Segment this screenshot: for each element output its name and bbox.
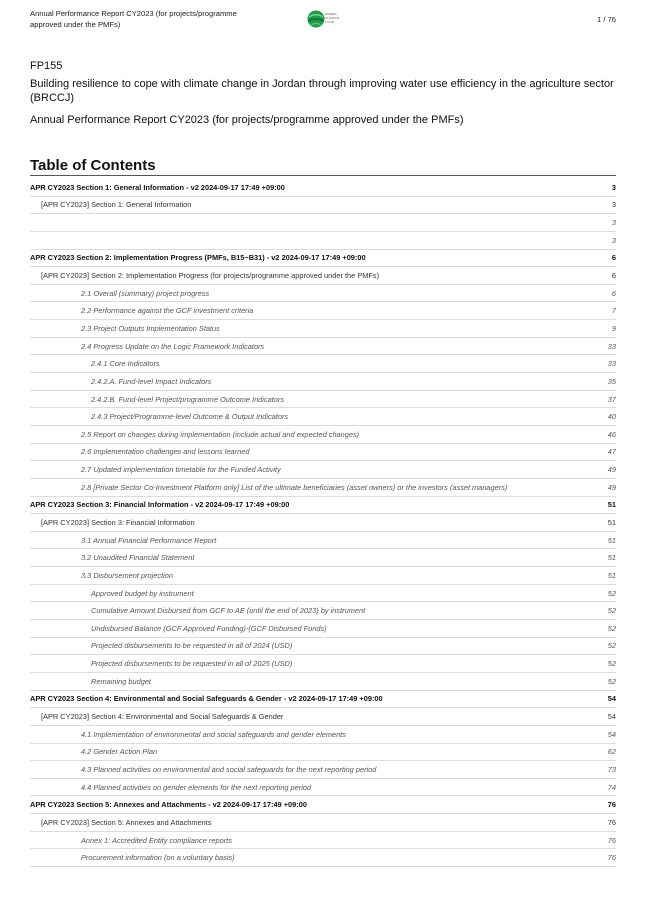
globe-icon (307, 9, 325, 29)
toc-entry-title: 2.6 Implementation challenges and lessons learned (81, 447, 250, 457)
toc-entry[interactable] (30, 602, 616, 620)
toc-entry-page: 54 (607, 694, 616, 704)
toc-entry[interactable] (30, 761, 616, 779)
toc-entry[interactable] (30, 373, 616, 391)
toc-heading: Table of Contents (30, 157, 616, 176)
toc-entry-page: 3 (611, 182, 616, 192)
toc-entry-page: 54 (607, 729, 616, 739)
toc-entry-title: 3.2 Unaudited Financial Statement (81, 553, 195, 563)
toc-entry-page: 33 (607, 359, 616, 369)
toc-entry[interactable] (30, 267, 616, 285)
toc-entry-page: 51 (607, 535, 616, 545)
toc-entry[interactable] (30, 549, 616, 567)
toc-entry-title: APR CY2023 Section 5: Annexes and Attachments - v2 2024-09-17 17:49 +09:00 (30, 800, 307, 810)
project-name: Building resilience to cope with climate change in Jordan through improving water use efficiency in the agriculture sector (BRCCJ) (30, 78, 614, 104)
toc-entry-page: 51 (607, 570, 616, 580)
toc-entry-section-2[interactable] (30, 250, 616, 268)
toc-entry[interactable] (30, 638, 616, 656)
toc-entry-title: 2.5 Report on changes during implementation (include actual and expected changes) (81, 429, 360, 439)
toc-entry[interactable] (30, 620, 616, 638)
toc-entry-page: 76 (607, 835, 616, 845)
toc-entry[interactable] (30, 214, 616, 232)
toc-entry-title: 2.4.1 Core Indicators (91, 359, 160, 369)
toc-entry-title: Remaining budget (91, 676, 151, 686)
toc-entry[interactable] (30, 726, 616, 744)
toc-entry[interactable] (30, 408, 616, 426)
toc-entry[interactable] (30, 302, 616, 320)
report-title: Annual Performance Report CY2023 (for projects/programme approved under the PMFs) (30, 114, 464, 126)
toc-entry[interactable] (30, 232, 616, 250)
toc-entry[interactable] (30, 338, 616, 356)
toc-entry-title: 4.1 Implementation of environmental and social safeguards and gender elements (81, 729, 346, 739)
toc-entry-page: 76 (607, 800, 616, 810)
toc-entry[interactable] (30, 320, 616, 338)
page-number: 1 / 76 (597, 15, 616, 24)
toc-entry-title: [APR CY2023] Section 2: Implementation Progress (for projects/programme approved under the PMFs) (41, 271, 380, 281)
toc-entry-title: Projected disbursements to be requested in all of 2024 (USD) (91, 641, 293, 651)
toc-entry-page: 52 (607, 659, 616, 669)
toc-entry-page: 52 (607, 641, 616, 651)
toc-entry[interactable] (30, 673, 616, 691)
toc-entry-page: 52 (607, 588, 616, 598)
toc-entry-title: 2.4.2.B. Fund-level Project/programme Outcome Indicators (91, 394, 285, 404)
toc-entry-title: Undisbursed Balance (GCF Approved Funding)-(GCF Disbursed Funds) (91, 623, 327, 633)
toc-entry[interactable] (30, 391, 616, 409)
project-id: FP155 (30, 60, 63, 72)
toc-entry[interactable] (30, 285, 616, 303)
toc-entry-title: [APR CY2023] Section 5: Annexes and Attachments (41, 817, 212, 827)
toc-entry-title: 2.1 Overall (summary) project progress (81, 288, 210, 298)
toc-entry-title: Projected disbursements to be requested in all of 2025 (USD) (91, 659, 293, 669)
toc-entry-title: 2.4.3 Project/Programme-level Outcome & Output Indicators (91, 412, 289, 422)
toc-entry-page: 6 (611, 288, 616, 298)
toc-entry-page: 35 (607, 376, 616, 386)
toc-entry-page: 54 (607, 712, 616, 722)
toc-entry-title: APR CY2023 Section 1: General Information - v2 2024-09-17 17:49 +09:00 (30, 182, 285, 192)
toc-entry-page: 52 (607, 623, 616, 633)
toc-entry-title: 2.4 Progress Update on the Logic Framework Indicators (81, 341, 265, 351)
toc-entry-section-4[interactable] (30, 691, 616, 709)
toc-entry[interactable] (30, 849, 616, 867)
toc-entry-title: 2.4.2.A. Fund-level Impact Indicators (91, 376, 212, 386)
toc-entry-page: 49 (607, 465, 616, 475)
toc-entry[interactable] (30, 197, 616, 215)
toc-entry[interactable] (30, 708, 616, 726)
toc-entry-page: 6 (611, 253, 616, 263)
toc-entry-title: 3.3 Disbursement projection (81, 570, 174, 580)
toc-entry-page: 3 (611, 200, 616, 210)
toc-entry-page: 33 (607, 341, 616, 351)
toc-entry[interactable] (30, 744, 616, 762)
toc-entry-page: 74 (607, 782, 616, 792)
toc-entry-page: 51 (607, 517, 616, 527)
toc-entry-title: Annex 1: Accredited Entity compliance reports (81, 835, 232, 845)
toc-entry-title: 4.2 Gender Action Plan (81, 747, 158, 757)
toc-entry[interactable] (30, 832, 616, 850)
toc-entry-page: 9 (611, 323, 616, 333)
toc-entry-page: 76 (607, 853, 616, 863)
toc-entry[interactable] (30, 655, 616, 673)
gcf-logo (307, 9, 347, 29)
toc-entry-page: 76 (607, 817, 616, 827)
toc-entry-title: 2.8 [Private Sector Co-Investment Platform only] List of the ultimate beneficiaries (asset owners) or the investors (asset managers) (81, 482, 508, 492)
toc-entry-page: 47 (607, 447, 616, 457)
toc-entry-page: 51 (607, 553, 616, 563)
logo-wordmark: GREEN CLIMATE FUND (325, 12, 340, 24)
toc-entry-page: 73 (607, 764, 616, 774)
toc-entry-page: 62 (607, 747, 616, 757)
toc-entry-title: 2.7 Updated implementation timetable for the Funded Activity (81, 465, 281, 475)
toc-entry[interactable] (30, 814, 616, 832)
toc-entry-title: 4.3 Planned activities on environmental and social safeguards for the next reporting period (81, 764, 377, 774)
toc-entry-page: 7 (611, 306, 616, 316)
toc-entry-page: 52 (607, 676, 616, 686)
toc-entry-page: 6 (611, 271, 616, 281)
toc-entry-title: [APR CY2023] Section 1: General Information (41, 200, 192, 210)
toc-entry-page: 40 (607, 412, 616, 422)
toc-entry-title: Approved budget by instrument (91, 588, 194, 598)
toc-entry-page: 3 (611, 218, 616, 228)
toc-entry-section-3[interactable] (30, 497, 616, 515)
toc-entry[interactable] (30, 779, 616, 797)
toc-entry[interactable] (30, 585, 616, 603)
toc-entry[interactable] (30, 514, 616, 532)
toc-entry-title: APR CY2023 Section 3: Financial Information - v2 2024-09-17 17:49 +09:00 (30, 500, 290, 510)
toc-entry-title: 4.4 Planned activities on gender elements for the next reporting period (81, 782, 312, 792)
table-of-contents (30, 179, 616, 867)
toc-entry-section-1[interactable] (30, 179, 616, 197)
toc-entry-page: 3 (611, 235, 616, 245)
toc-entry-title: [APR CY2023] Section 3: Financial Information (41, 517, 195, 527)
toc-entry-title: 2.3 Project Outputs Implementation Status (81, 323, 220, 333)
toc-entry-section-5[interactable] (30, 796, 616, 814)
toc-entry-title: 3.1 Annual Financial Performance Report (81, 535, 217, 545)
toc-entry[interactable] (30, 532, 616, 550)
toc-entry[interactable] (30, 461, 616, 479)
toc-entry[interactable] (30, 355, 616, 373)
toc-entry-page: 46 (607, 429, 616, 439)
toc-entry-title: Procurement information (on a voluntary basis) (81, 853, 235, 863)
toc-entry-page: 52 (607, 606, 616, 616)
toc-entry-title: [APR CY2023] Section 4: Environmental and Social Safeguards & Gender (41, 712, 284, 722)
toc-entry[interactable] (30, 444, 616, 462)
header-doc-title: Annual Performance Report CY2023 (for projects/programme approved under the PMFs) (30, 9, 237, 29)
toc-entry-title: APR CY2023 Section 2: Implementation Progress (PMFs, B15~B31) - v2 2024-09-17 17:49 +09:00 (30, 253, 366, 263)
toc-entry[interactable] (30, 426, 616, 444)
toc-entry-page: 49 (607, 482, 616, 492)
toc-entry[interactable] (30, 479, 616, 497)
page-header (0, 0, 646, 40)
toc-entry[interactable] (30, 567, 616, 585)
toc-entry-page: 37 (607, 394, 616, 404)
toc-entry-title: Cumulative Amount Disbursed from GCF to AE (until the end of 2023) by instrument (91, 606, 366, 616)
toc-entry-title: 2.2 Performance against the GCF investment criteria (81, 306, 254, 316)
toc-entry-title: APR CY2023 Section 4: Environmental and Social Safeguards & Gender - v2 2024-09-17 17:49 +09:00 (30, 694, 383, 704)
toc-entry-page: 51 (607, 500, 616, 510)
